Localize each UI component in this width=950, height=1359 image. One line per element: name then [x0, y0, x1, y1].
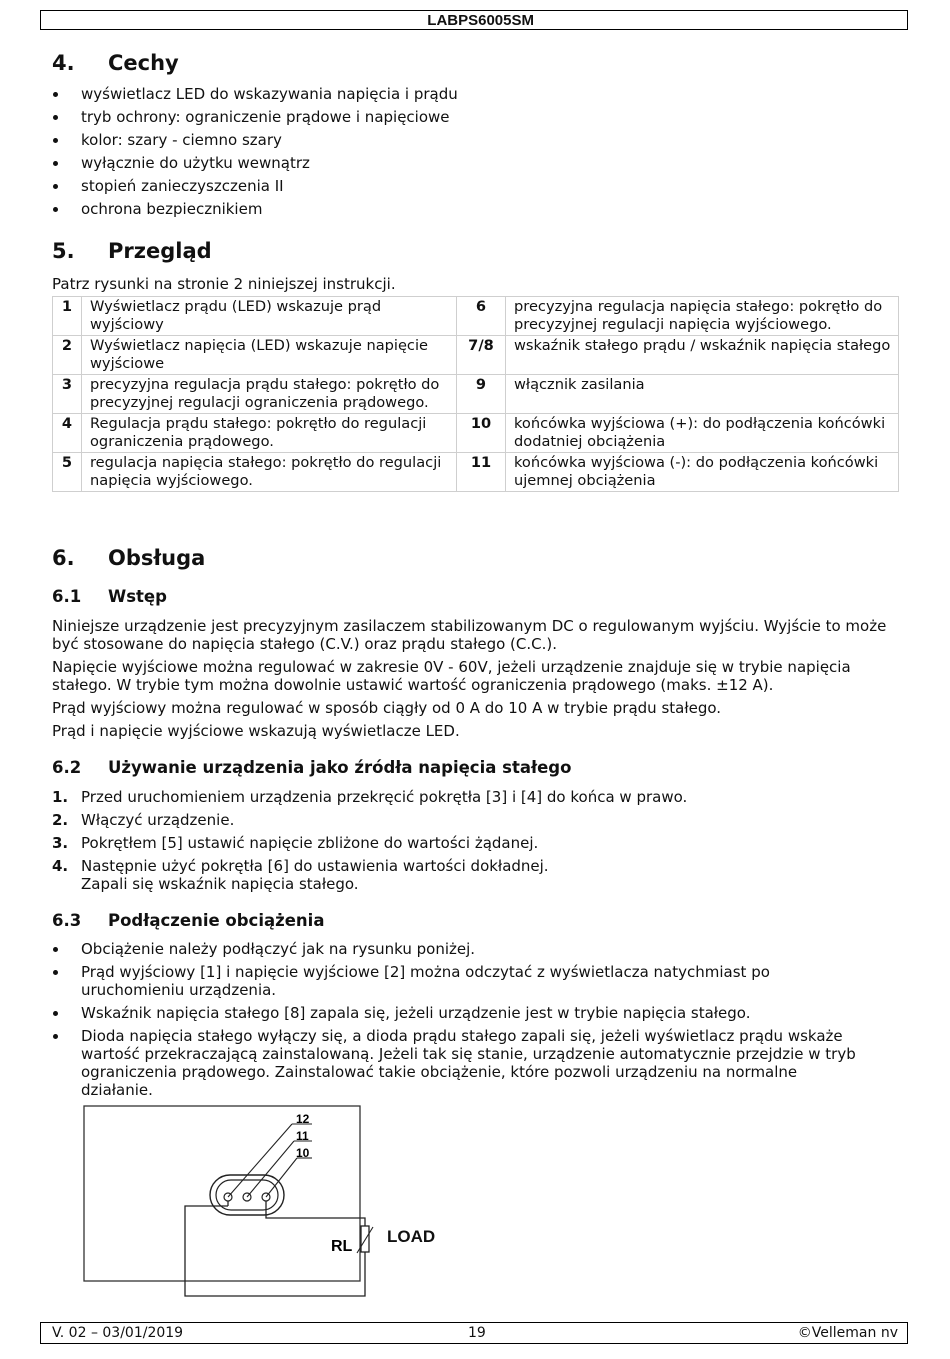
load-connection-diagram — [80, 1100, 380, 1300]
table-row: 5 regulacja napięcia stałego: pokrętło do regulacji napięcia wyjściowego. 11 końcówka wyjściowa (-): do podłączenia końcówki ujemnej obciążenia — [53, 453, 899, 492]
table-row: 3 precyzyjna regulacja prądu stałego: pokrętło do precyzyjnej regulacji ograniczenia prądowego. 9 włącznik zasilania — [53, 375, 899, 414]
terminal-label-10: 10 — [296, 1146, 310, 1160]
list-item: Obciążenie należy podłączyć jak na rysunku poniżej. — [52, 940, 870, 958]
output-terminals — [210, 1175, 284, 1215]
load-label: LOAD — [387, 1227, 436, 1246]
table-row: 4 Regulacja prądu stałego: pokrętło do regulacji ograniczenia prądowego. 10 końcówka wyjściowa (+): do podłączenia końcówki dodatniej obciążenia — [53, 414, 899, 453]
page-header — [40, 10, 908, 30]
page-number: 19 — [468, 1325, 486, 1341]
paragraph: Prąd wyjściowy można regulować w sposób ciągły od 0 A do 10 A w trybie prądu stałego. — [52, 699, 722, 717]
list-item: Dioda napięcia stałego wyłączy się, a dioda prądu stałego zapali się, jeżeli wyświetlacz prądu wskaże wartość przekraczającą zainstalowaną. Jeżeli tak się stanie, urządzenie automatycznie przejdzie w tryb ograniczenia prądowego. Zainstalować takie obciążenie, które pozwoli urządzeniu na normalne działanie. — [52, 1027, 870, 1099]
list-item: Prąd wyjściowy [1] i napięcie wyjściowe [2] można odczytać z wyświetlacza natychmiast po uruchomieniu urządzenia. — [52, 963, 870, 999]
terminal-label-12: 12 — [296, 1112, 310, 1126]
features-list — [52, 85, 897, 218]
paragraph: Niniejsze urządzenie jest precyzyjnym zasilaczem stabilizowanym DC o regulowanym wyjściu. Wyjście to może być stosowane do napięcia stałego (C.V.) oraz prądu stałego (C.C.). — [52, 617, 887, 653]
section-6-2-heading: 6.2 Używanie urządzenia jako źródła napięcia stałego — [52, 758, 572, 777]
load-list — [52, 940, 870, 1099]
model-name: LABPS6005SM — [427, 12, 534, 29]
steps-list — [52, 788, 897, 893]
list-item: wyłącznie do użytku wewnątrz — [52, 154, 897, 172]
version-date: V. 02 – 03/01/2019 — [52, 1325, 184, 1341]
copyright: ©Velleman nv — [797, 1325, 898, 1341]
paragraph: Prąd i napięcie wyjściowe wskazują wyświetlacze LED. — [52, 722, 460, 740]
list-item: Wskaźnik napięcia stałego [8] zapala się, jeżeli urządzenie jest w trybie napięcia stałego. — [52, 1004, 870, 1022]
list-item: 1. Przed uruchomieniem urządzenia przekręcić pokrętła [3] i [4] do końca w prawo. — [52, 788, 688, 806]
page-footer — [40, 1322, 908, 1344]
section-6-heading: 6. Obsługa — [52, 546, 206, 570]
power-supply-outline — [84, 1106, 360, 1281]
section-6-3-heading: 6.3 Podłączenie obciążenia — [52, 911, 325, 930]
list-item: 3. Pokrętłem [5] ustawić napięcie zbliżone do wartości żądanej. — [52, 834, 539, 852]
table-row: 1 Wyświetlacz prądu (LED) wskazuje prąd wyjściowy 6 precyzyjna regulacja napięcia stałego: pokrętło do precyzyjnej regulacji napięcia wyjściowego. — [53, 297, 899, 336]
section-4-heading: 4. Cechy — [52, 51, 179, 75]
list-item: tryb ochrony: ograniczenie prądowe i napięciowe — [52, 108, 897, 126]
list-item: 2. Włączyć urządzenie. — [52, 811, 235, 829]
overview-table — [52, 296, 899, 492]
list-item: 4. Następnie użyć pokrętła [6] do ustawienia wartości dokładnej. Zapali się wskaźnik napięcia stałego. — [52, 857, 549, 893]
list-item: stopień zanieczyszczenia II — [52, 177, 897, 195]
overview-intro: Patrz rysunki na stronie 2 niniejszej instrukcji. — [52, 275, 396, 293]
list-item: wyświetlacz LED do wskazywania napięcia i prądu — [52, 85, 897, 103]
rl-label: RL — [331, 1238, 353, 1255]
list-item: kolor: szary - ciemno szary — [52, 131, 897, 149]
section-5-heading: 5. Przegląd — [52, 239, 212, 263]
list-item: ochrona bezpiecznikiem — [52, 200, 897, 218]
section-6-1-heading: 6.1 Wstęp — [52, 587, 167, 606]
table-row: 2 Wyświetlacz napięcia (LED) wskazuje napięcie wyjściowe 7/8 wskaźnik stałego prądu / wskaźnik napięcia stałego — [53, 336, 899, 375]
terminal-label-11: 11 — [296, 1129, 309, 1143]
paragraph: Napięcie wyjściowe można regulować w zakresie 0V - 60V, jeżeli urządzenie znajduje się w trybie napięcia stałego. W trybie tym można dowolnie ustawić wartość ograniczenia prądowego (maks. ±12 A). — [52, 658, 851, 694]
